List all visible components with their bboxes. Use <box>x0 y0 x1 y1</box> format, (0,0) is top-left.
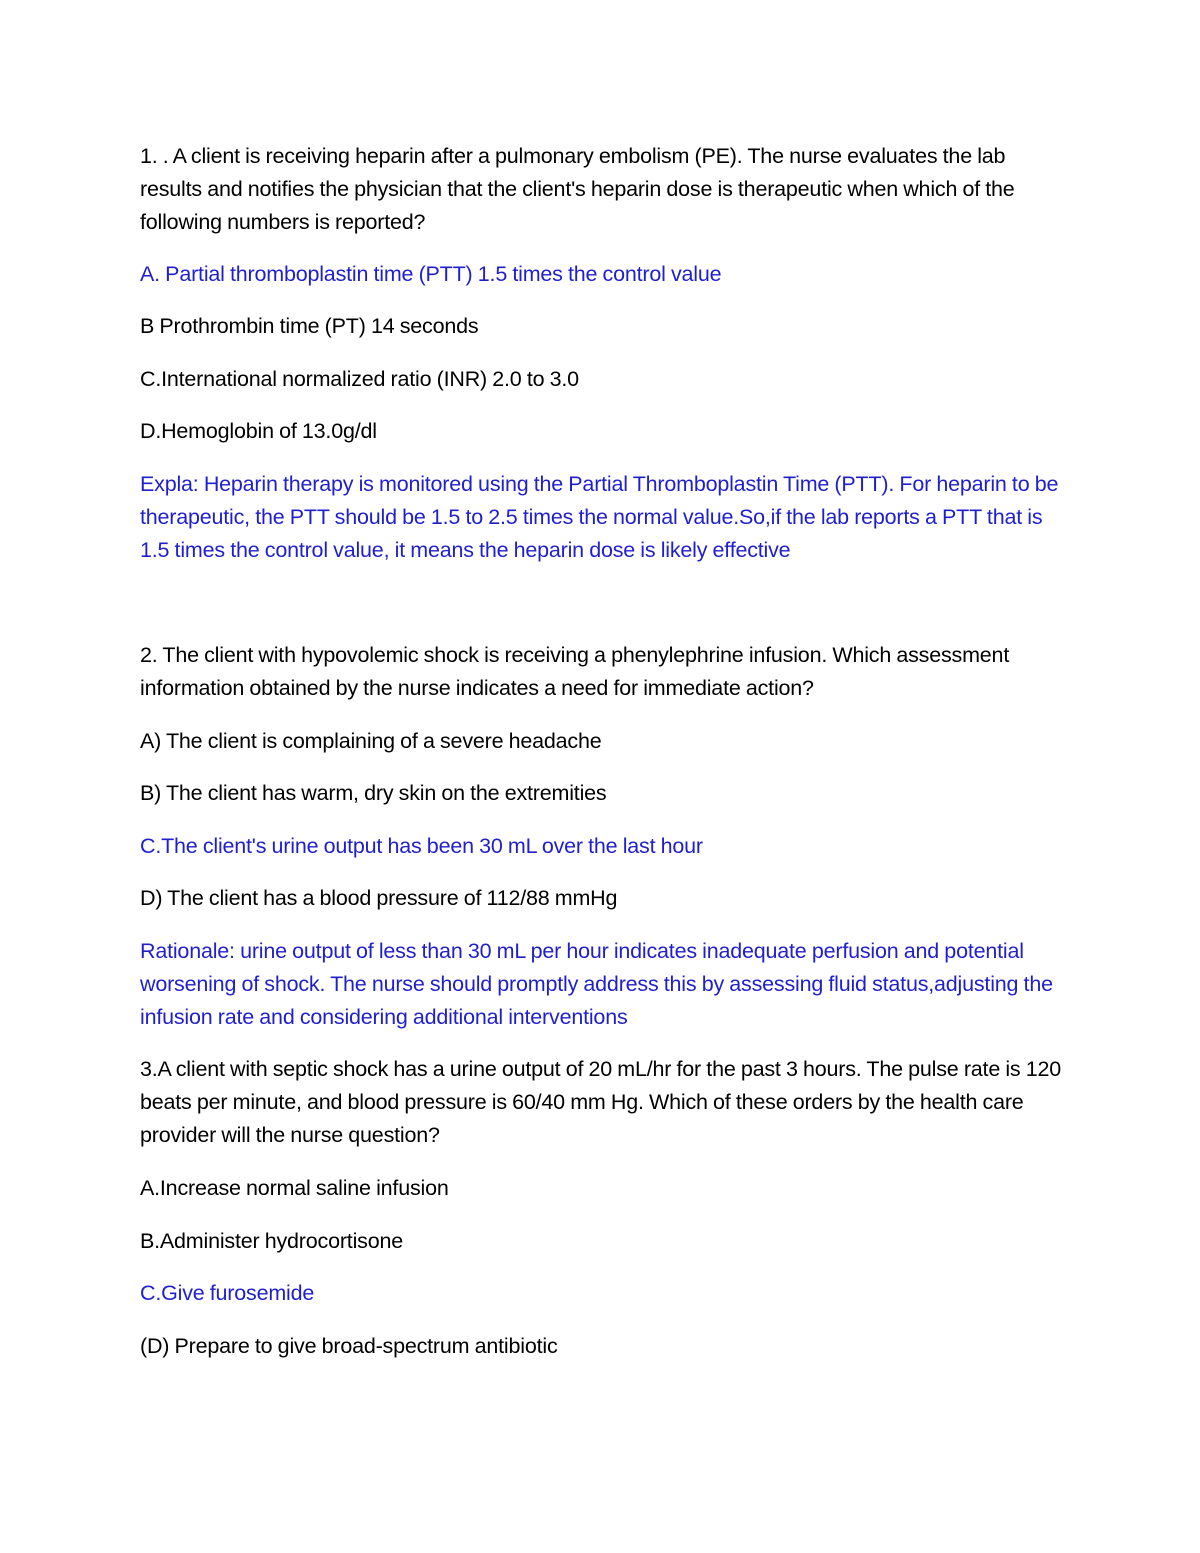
question-2-option-d: D) The client has a blood pressure of 112/88 mmHg <box>140 886 618 910</box>
question-2-option-a: A) The client is complaining of a severe headache <box>140 729 602 753</box>
question-3-option-d: (D) Prepare to give broad-spectrum antibiotic <box>140 1334 558 1358</box>
question-2-option-b: B) The client has warm, dry skin on the extremities <box>140 781 607 805</box>
question-1-explanation: Expla: Heparin therapy is monitored using the Partial Thromboplastin Time (PTT). For heparin to be therapeutic, the PTT should be 1.5 to 2.5 times the normal value.So,if the lab reports a PTT that is 1.5 times the control value, it means the heparin dose is likely effective <box>140 472 1059 562</box>
question-2-rationale: Rationale: urine output of less than 30 mL per hour indicates inadequate perfusion and potential worsening of shock. The nurse should promptly address this by assessing fluid status,adjusting the infusion rate and considering additional interventions <box>140 939 1053 1029</box>
question-1-option-d: D.Hemoglobin of 13.0g/dl <box>140 419 377 443</box>
question-3-option-b: B.Administer hydrocortisone <box>140 1229 403 1253</box>
question-3-option-c: C.Give furosemide <box>140 1281 315 1305</box>
question-1-text: 1. . A client is receiving heparin after a pulmonary embolism (PE). The nurse evaluates the lab results and notifies the physician that the client's heparin dose is therapeutic when which of the following numbers is reported? <box>140 144 1015 234</box>
question-3-text: 3.A client with septic shock has a urine output of 20 mL/hr for the past 3 hours. The pulse rate is 120 beats per minute, and blood pressure is 60/40 mm Hg. Which of these orders by the health care provider will the nurse question? <box>140 1057 1062 1147</box>
question-1-option-b: B Prothrombin time (PT) 14 seconds <box>140 314 479 338</box>
question-1-option-a: A. Partial thromboplastin time (PTT) 1.5 times the control value <box>140 262 722 286</box>
question-1-option-c: C.International normalized ratio (INR) 2.0 to 3.0 <box>140 367 579 391</box>
question-3-option-a: A.Increase normal saline infusion <box>140 1176 449 1200</box>
question-2-option-c: C.The client's urine output has been 30 mL over the last hour <box>140 834 703 858</box>
question-2-text: 2. The client with hypovolemic shock is receiving a phenylephrine infusion. Which assessment information obtained by the nurse indicates a need for immediate action? <box>140 643 1010 700</box>
